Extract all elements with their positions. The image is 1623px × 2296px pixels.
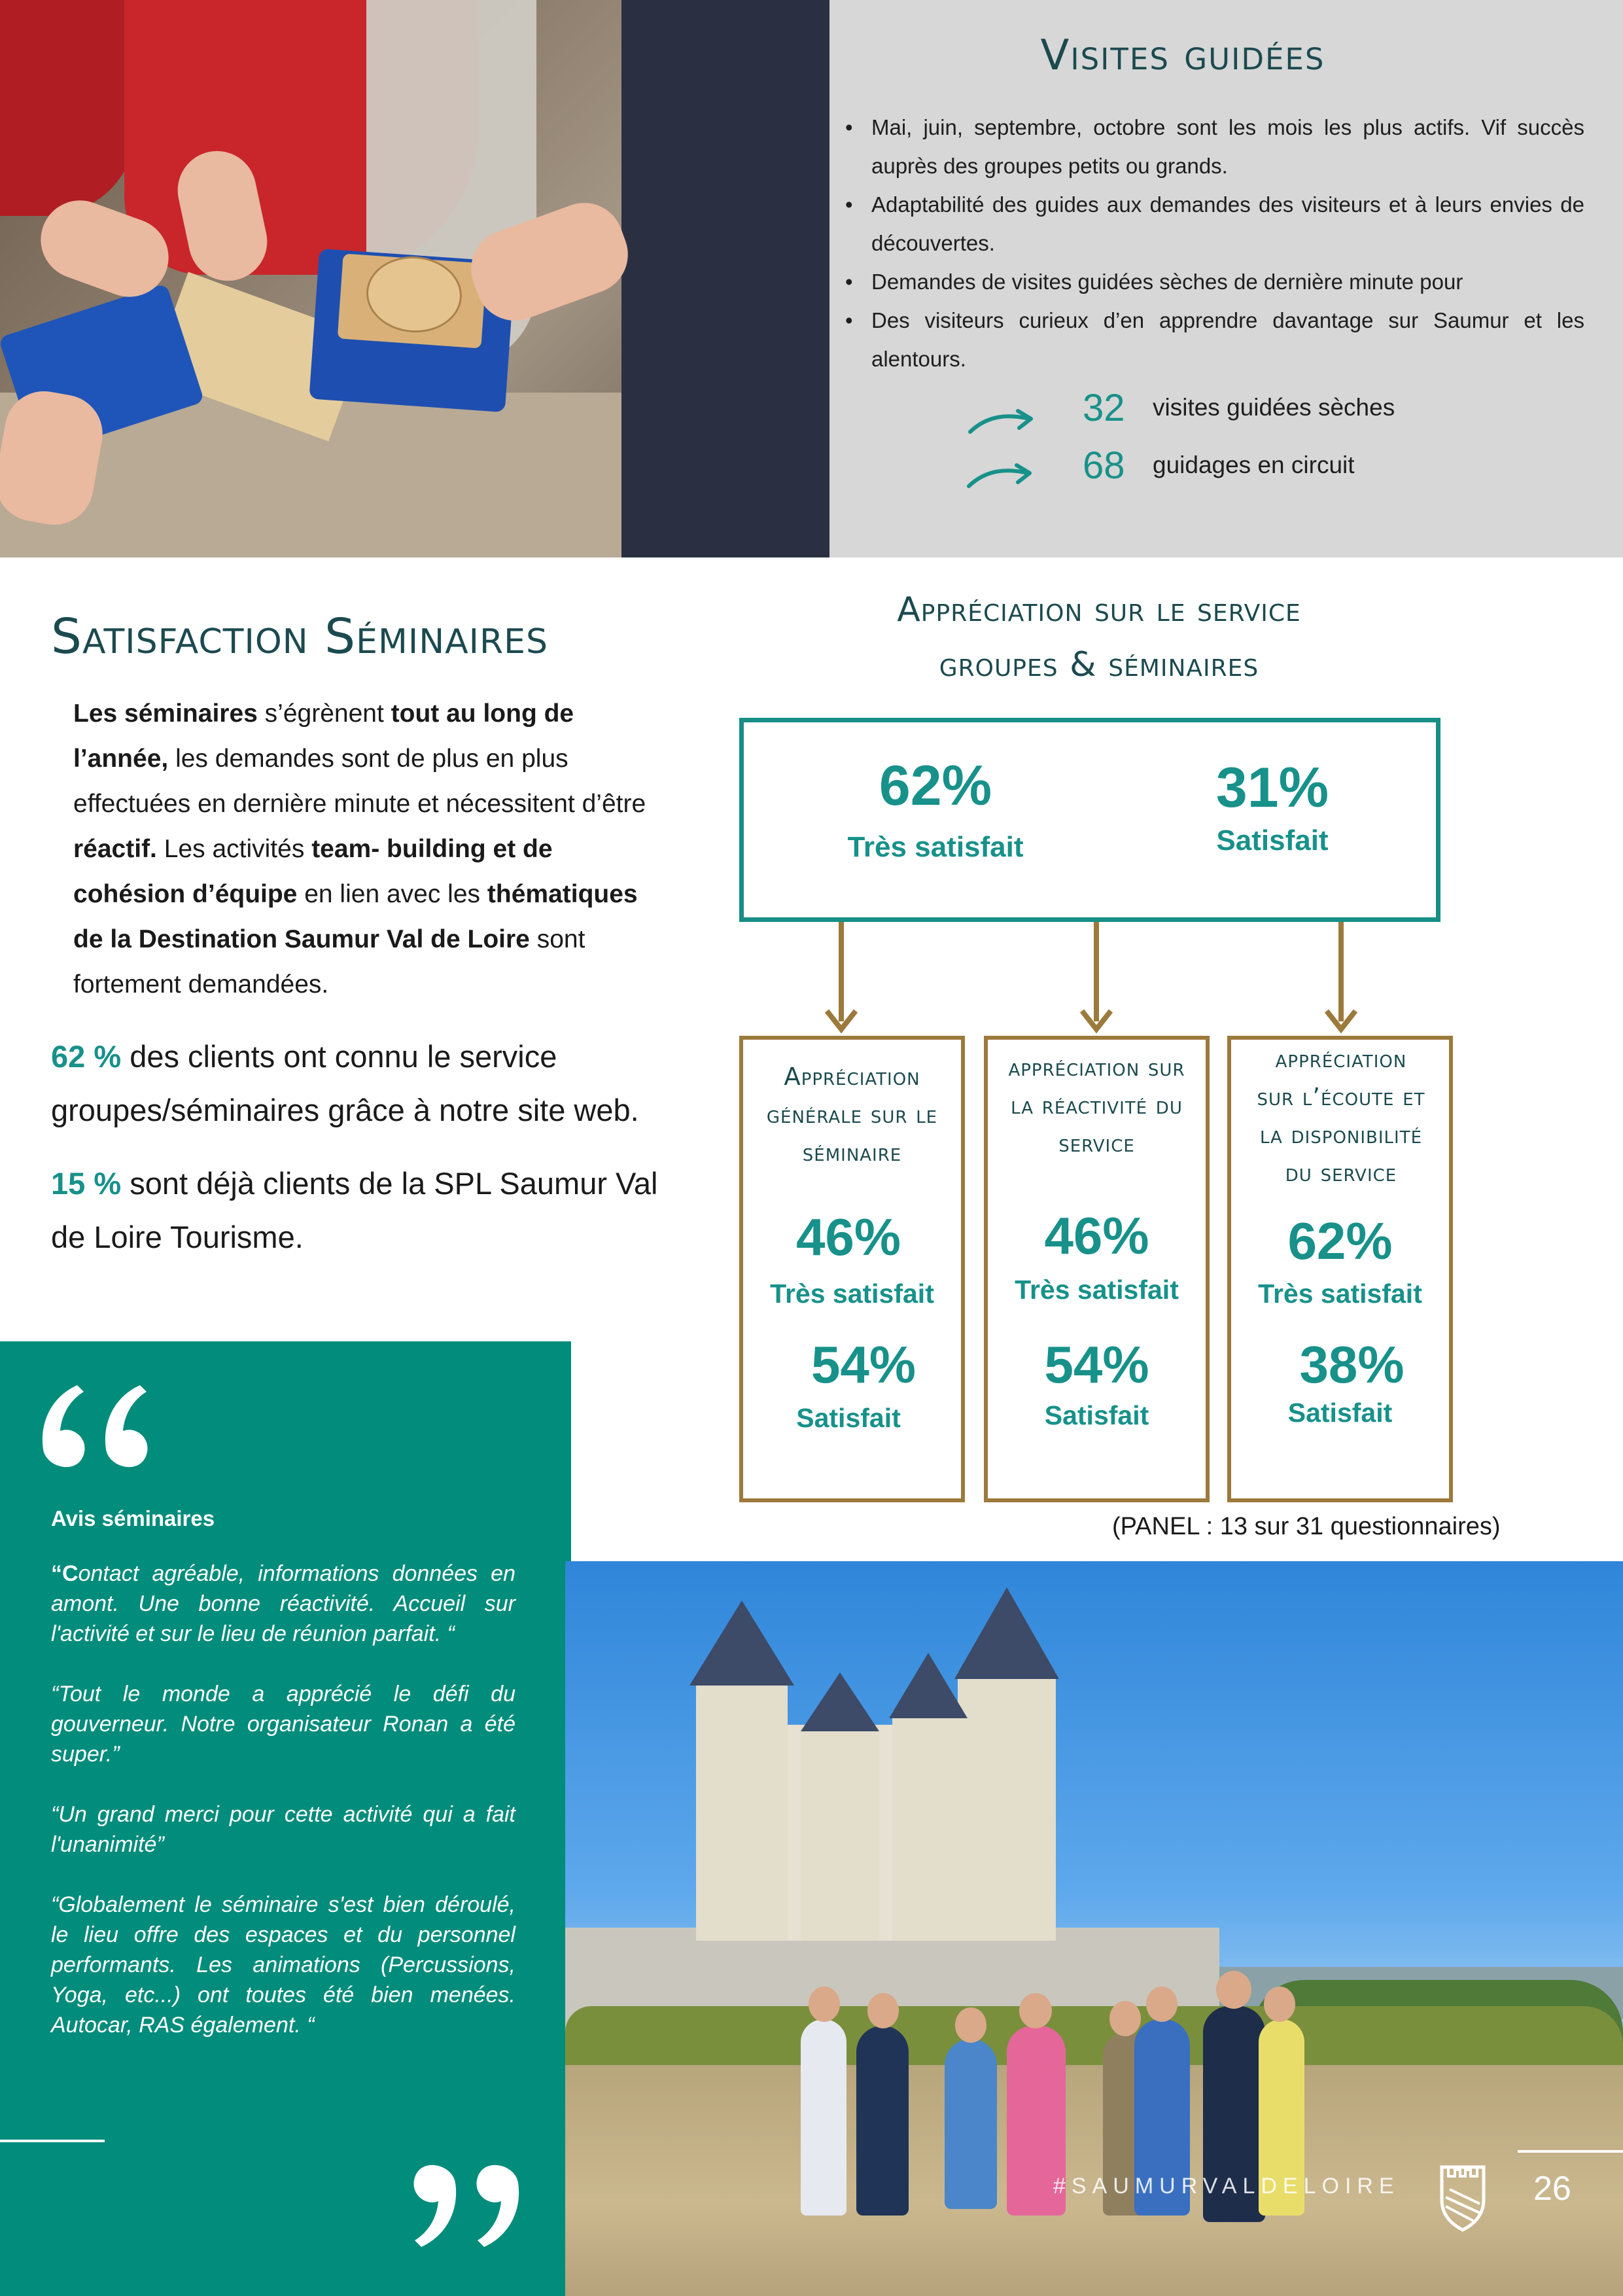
panel-note: (PANEL : 13 sur 31 questionnaires) — [1112, 1513, 1501, 1540]
open-quote-icon — [31, 1377, 156, 1475]
box-label: Satisfait — [1287, 1398, 1393, 1428]
box-label: Très satisfait — [1015, 1275, 1179, 1305]
box-title-line: service — [1058, 1129, 1135, 1157]
stat-percent: 62 % — [51, 1039, 122, 1074]
box-title-line: la réactivité du — [1011, 1091, 1183, 1120]
list-item: • Mai, juin, septembre, octobre sont les mois les plus actifs. Vif succès auprès des groupes petits ou grands. — [871, 108, 1584, 185]
box-title — [743, 1058, 961, 1172]
overall-tres-satisfait-pct: 62% — [879, 754, 992, 817]
quote-lead: “C — [51, 1561, 79, 1586]
box-title-line: appréciation — [1275, 1045, 1407, 1073]
text-bold: tout au long de l’année, — [73, 699, 574, 773]
overall-satisfait-pct: 31% — [1215, 756, 1329, 819]
box-title-line: du service — [1285, 1159, 1397, 1187]
divider — [1518, 2150, 1623, 2153]
box-title-line: Appréciation — [784, 1063, 920, 1091]
box-title — [985, 1049, 1209, 1163]
overall-tres-satisfait-label: Très satisfait — [847, 831, 1024, 863]
stat-deja-clients — [51, 1157, 679, 1264]
box-label: Très satisfait — [770, 1279, 934, 1309]
down-arrow-icon — [1321, 922, 1361, 1037]
box-title-line: la disponibilité — [1259, 1121, 1423, 1149]
box-label: Très satisfait — [1258, 1279, 1422, 1309]
text-bold: réactif. — [73, 835, 157, 863]
visites-seches-count: 32 — [1083, 387, 1125, 429]
avis-quote — [51, 1559, 515, 1649]
appreciation-title-line: groupes & séminaires — [939, 645, 1259, 684]
list-item: • Adaptabilité des guides aux demandes des visiteurs et à leurs envies de découvertes. — [871, 185, 1584, 262]
down-arrow-icon — [822, 922, 861, 1037]
box-pct: 46% — [795, 1208, 901, 1266]
text-bold: Les séminaires — [73, 699, 258, 728]
page-number: 26 — [1533, 2170, 1571, 2208]
stat-text: sont déjà clients de la SPL Saumur Val de Loire Tourisme. — [51, 1166, 658, 1254]
text: sont fortement demandées. — [73, 925, 585, 998]
box-pct: 38% — [1299, 1335, 1405, 1394]
box-label: Satisfait — [796, 1403, 901, 1433]
stat-percent: 15 % — [51, 1166, 122, 1201]
overall-satisfait-label: Satisfait — [1216, 824, 1329, 857]
box-label: Satisfait — [1044, 1400, 1149, 1430]
arrow-icon — [966, 461, 1038, 494]
box-pct: 46% — [1044, 1207, 1149, 1265]
box-title-line: séminaire — [802, 1139, 902, 1167]
box-title-line: sur l’écoute et — [1257, 1083, 1425, 1111]
list-item: • Des visiteurs curieux d’en apprendre davantage sur Saumur et les alentours. — [871, 301, 1584, 378]
seminaires-paragraph — [73, 691, 649, 1007]
text-bold: thématiques de la Destination Saumur Val de Loire — [73, 880, 638, 953]
saumur-logo-icon — [1437, 2161, 1489, 2233]
arrow-icon — [967, 407, 1039, 440]
text: en lien avec les — [297, 880, 487, 908]
guidages-circuit-label: guidages en circuit — [1153, 451, 1355, 478]
stat-site-web — [51, 1030, 679, 1137]
appreciation-title-line: Appréciation sur le service — [897, 590, 1301, 629]
text: Les activités — [156, 835, 312, 863]
divider — [0, 2140, 105, 2142]
list-item: • Demandes de visites guidées sèches de dernière minute pour — [871, 262, 1584, 301]
box-title — [1230, 1040, 1452, 1192]
avis-title: Avis séminaires — [51, 1506, 215, 1530]
box-title-line: générale sur le — [766, 1101, 938, 1129]
avis-quote: “Tout le monde a apprécié le défi du gouverneur. Notre organisateur Ronan a été super.” — [51, 1682, 515, 1767]
text-bold: team- building et de cohésion d’équipe — [73, 835, 553, 908]
seminaires-title: Satisfaction Séminaires — [51, 609, 548, 665]
avis-quote: “Globalement le séminaire s'est bien déroulé, le lieu offre des espaces et du personnel performants. Les animations (Percussions, Yoga, etc...) ont toutes été bien menées. Autocar, RAS également. “ — [51, 1892, 515, 2038]
box-pct: 54% — [1044, 1335, 1149, 1394]
visites-seches-label: visites guidées sèches — [1153, 394, 1395, 421]
down-arrow-icon — [1077, 922, 1116, 1037]
box-pct: 54% — [811, 1335, 916, 1394]
stat-text: des clients ont connu le service groupes/séminaires grâce à notre site web. — [51, 1039, 639, 1127]
visites-bullet-list — [844, 108, 1584, 378]
text: les demandes sont de plus en plus effectuées en dernière minute et nécessitent d’être — [73, 745, 646, 818]
avis-quote: “Un grand merci pour cette activité qui a fait l'unanimité” — [51, 1802, 515, 1857]
text: s’égrènent — [257, 699, 391, 728]
close-quote-icon — [406, 2157, 530, 2255]
appreciation-title — [811, 582, 1387, 692]
guidages-circuit-count: 68 — [1083, 444, 1125, 487]
hands-puzzle-photo — [0, 0, 829, 557]
box-pct: 62% — [1287, 1212, 1393, 1270]
quote-text: ontact agréable, informations données en amont. Une bonne réactivité. Accueil sur l'activité et sur le lieu de réunion parfait. “ — [51, 1561, 515, 1646]
visites-title: Visites guidées — [1040, 31, 1325, 80]
hashtag: #SAUMURVALDELOIRE — [1053, 2174, 1400, 2199]
box-title-line: appréciation sur — [1008, 1053, 1185, 1082]
